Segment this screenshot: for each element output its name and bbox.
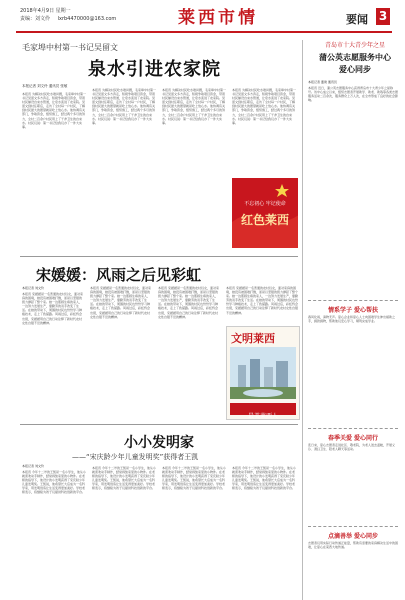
love-body-2: 连日来，爱心志愿者走进社区、敬老院，为老人送去温暖，开展义诊、清扫卫生、陪老人聊天等活动。	[308, 443, 396, 452]
invention-body-col1: 本报讯 今年十二岁的王凯是一名小学生，他从小就喜欢动手制作，经常拆装家里的小物件。在老师的指导下，他设计的小发明获得了宋庆龄少年儿童发明奖。王凯说，他希望长大后成为一名科学家，用发明创造让生活变得更加美好。学校老师表示，将继续为孩子们提供科技创新的平台。	[22, 470, 86, 495]
lead-headline: 泉水引进农家院	[88, 59, 221, 80]
love-body-1: 春风化雨，润物无声。爱心企业和爱心人士向困难学生伸出援助之手，捐款捐物，帮助他们安心学习，顺利完成学业。	[308, 315, 396, 324]
section-rule-2	[20, 424, 298, 425]
ad-title: 文明莱西	[231, 332, 275, 345]
love-title-1: 情系学子 爱心帮扶	[327, 307, 379, 314]
sidebar-divider-2	[308, 428, 398, 429]
ad-subtitle: 最美莱西人	[247, 413, 278, 420]
date-line: 2018年4月9日 星期一	[20, 8, 71, 14]
sidebar-divider-3	[308, 526, 398, 527]
invention-body-col2: 本报讯 今年十二岁的王凯是一名小学生，他从小就喜欢动手制作，经常拆装家里的小物件。在老师的指导下，他设计的小发明获得了宋庆龄少年儿童发明奖。王凯说，他希望长大后成为一名科学家，用发明创造让生活变得更加美好。学校老师表示，将继续为孩子们提供科技创新的平台。	[92, 466, 156, 491]
lead-body-col3: 本报讯 为解决村民吃水难问题，毛家埠中村第一书记吴留文多方奔走，积极争取项目资金，带领村民铺设自来水管道，让泉水流进了农家院。吴留文到村任职后，走访了全村每一户村民，了解到村民最大的愿望就是吃上放心水。他协调有关部门，争取资金，组织施工，经过两个多月的努力，全村二百余户村民用上了干净卫生的自来水。村民们说：第一书记给我们办了一件大实事。	[162, 88, 226, 125]
section-rule-1	[20, 256, 298, 257]
sidebar-kicker: 青岛市十大青少年之星	[324, 42, 385, 49]
love-title-2: 春季关爱 爱心同行	[327, 435, 379, 442]
section-label: 要闻	[346, 13, 368, 26]
column-title: 莱西市情	[178, 8, 258, 28]
wenming-ad	[226, 326, 300, 420]
feature-body-col1: 本报讯 宋媛媛是一名普通的农村妇女，面对家庭的困境，她没有被困难打倒，而是以坚强的毅力撑起了整个家。她一边照顾生病的家人，一边努力发展生产，靠勤劳的双手改变了生活。在她的带动下，周围的村民也纷纷学习种植技术，走上了致富路。风雨过后，彩虹终会出现，宋媛媛用自己的行动诠释了新时代农村女性自强不息的精神。	[22, 292, 83, 325]
masthead	[0, 0, 405, 34]
invention-body-col3: 本报讯 今年十二岁的王凯是一名小学生，他从小就喜欢动手制作，经常拆装家里的小物件。在老师的指导下，他设计的小发明获得了宋庆龄少年儿童发明奖。王凯说，他希望长大后成为一名科学家，用发明创造让生活变得更加美好。学校老师表示，将继续为孩子们提供科技创新的平台。	[162, 466, 226, 491]
invention-body-col4: 本报讯 今年十二岁的王凯是一名小学生，他从小就喜欢动手制作，经常拆装家里的小物件。在老师的指导下，他设计的小发明获得了宋庆龄少年儿童发明奖。王凯说，他希望长大后成为一名科学家，用发明创造让生活变得更加美好。学校老师表示，将继续为孩子们提供科技创新的平台。	[232, 466, 296, 491]
invention-headline: 小小发明家	[124, 435, 194, 451]
sidebar-body: 本报讯 近日，蒲公英志愿服务中心获得青岛市十大青少年之星称号。该中心成立以来，组织志愿者开展助学、助老、助残等各类志愿服务活动二百余次，服务群众上万人次，在全市形成了良好的社会影响。	[308, 86, 398, 103]
feature-body-col3: 本报讯 宋媛媛是一名普通的农村妇女，面对家庭的困境，她没有被困难打倒，而是以坚强的毅力撑起了整个家。她一边照顾生病的家人，一边努力发展生产，靠勤劳的双手改变了生活。在她的带动下，周围的村民也纷纷学习种植技术，走上了致富路。风雨过后，彩虹终会出现，宋媛媛用自己的行动诠释了新时代农村女性自强不息的精神。	[158, 286, 219, 319]
sidebar-headline: 蒲公英志愿服务中心	[319, 53, 391, 62]
love-body-3: 志愿者们用实际行动传递正能量，帮助有需要的家庭解决生活中的困难，让爱心在莱西大地传递。	[308, 541, 398, 550]
lead-body-col1: 本报讯 为解决村民吃水难问题，毛家埠中村第一书记吴留文多方奔走，积极争取项目资金，带领村民铺设自来水管道，让泉水流进了农家院。吴留文到村任职后，走访了全村每一户村民，了解到村民最大的愿望就是吃上放心水。他协调有关部门，争取资金，组织施工，经过两个多月的努力，全村二百余户村民用上了干净卫生的自来水。村民们说：第一书记给我们办了一件大实事。	[22, 92, 86, 129]
masthead-rule	[16, 31, 392, 33]
editor-info	[20, 15, 116, 22]
page-number-badge	[376, 8, 390, 25]
lead-byline: 本报记者 刘文伶 通讯员 张敏	[22, 84, 68, 88]
lead-kicker: 毛家埠中村第一书记吴留文	[22, 43, 118, 52]
invention-subheadline: ——“宋庆龄少年儿童发明奖”获得者王凯	[72, 453, 199, 461]
invention-byline: 本报记者 刘文伶	[22, 464, 44, 468]
sidebar-divider-1	[308, 300, 398, 301]
column-divider	[302, 40, 303, 600]
love-title-3: 点滴善举 爱心同步	[327, 533, 379, 540]
feature-byline: 本报记者 刘文伶	[22, 286, 44, 290]
lead-body-col2: 本报讯 为解决村民吃水难问题，毛家埠中村第一书记吴留文多方奔走，积极争取项目资金，带领村民铺设自来水管道，让泉水流进了农家院。吴留文到村任职后，走访了全村每一户村民，了解到村民最大的愿望就是吃上放心水。他协调有关部门，争取资金，组织施工，经过两个多月的努力，全村二百余户村民用上了干净卫生的自来水。村民们说：第一书记给我们办了一件大实事。	[92, 88, 156, 125]
lead-body-col4: 本报讯 为解决村民吃水难问题，毛家埠中村第一书记吴留文多方奔走，积极争取项目资金，带领村民铺设自来水管道，让泉水流进了农家院。吴留文到村任职后，走访了全村每一户村民，了解到村民最大的愿望就是吃上放心水。他协调有关部门，争取资金，组织施工，经过两个多月的努力，全村二百余户村民用上了干净卫生的自来水。村民们说：第一书记给我们办了一件大实事。	[232, 88, 296, 125]
banner-title: 不忘初心 牢记使命	[244, 201, 286, 207]
sidebar-headline-2: 爱心同步	[339, 65, 371, 74]
ad-scene-image	[230, 347, 296, 399]
page-number: 3	[378, 9, 388, 23]
feature-body-col2: 本报讯 宋媛媛是一名普通的农村妇女，面对家庭的困境，她没有被困难打倒，而是以坚强的毅力撑起了整个家。她一边照顾生病的家人，一边努力发展生产，靠勤劳的双手改变了生活。在她的带动下，周围的村民也纷纷学习种植技术，走上了致富路。风雨过后，彩虹终会出现，宋媛媛用自己的行动诠释了新时代农村女性自强不息的精神。	[90, 286, 151, 319]
ad-subtitle-bar	[230, 403, 296, 420]
editor-email: lxrb4470000@163.com	[57, 16, 117, 22]
feature-headline: 宋媛媛：风雨之后见彩虹	[36, 266, 202, 284]
sidebar-byline: 本报记者 董建 通讯员	[308, 80, 337, 84]
editor-line: 责编：刘文伶	[20, 16, 51, 22]
banner-big: 红色莱西	[240, 213, 289, 227]
feature-body-col4: 本报讯 宋媛媛是一名普通的农村妇女，面对家庭的困境，她没有被困难打倒，而是以坚强的毅力撑起了整个家。她一边照顾生病的家人，一边努力发展生产，靠勤劳的双手改变了生活。在她的带动下，周围的村民也纷纷学习种植技术，走上了致富路。风雨过后，彩虹终会出现，宋媛媛用自己的行动诠释了新时代农村女性自强不息的精神。	[226, 286, 298, 315]
red-theme-banner	[232, 178, 298, 248]
